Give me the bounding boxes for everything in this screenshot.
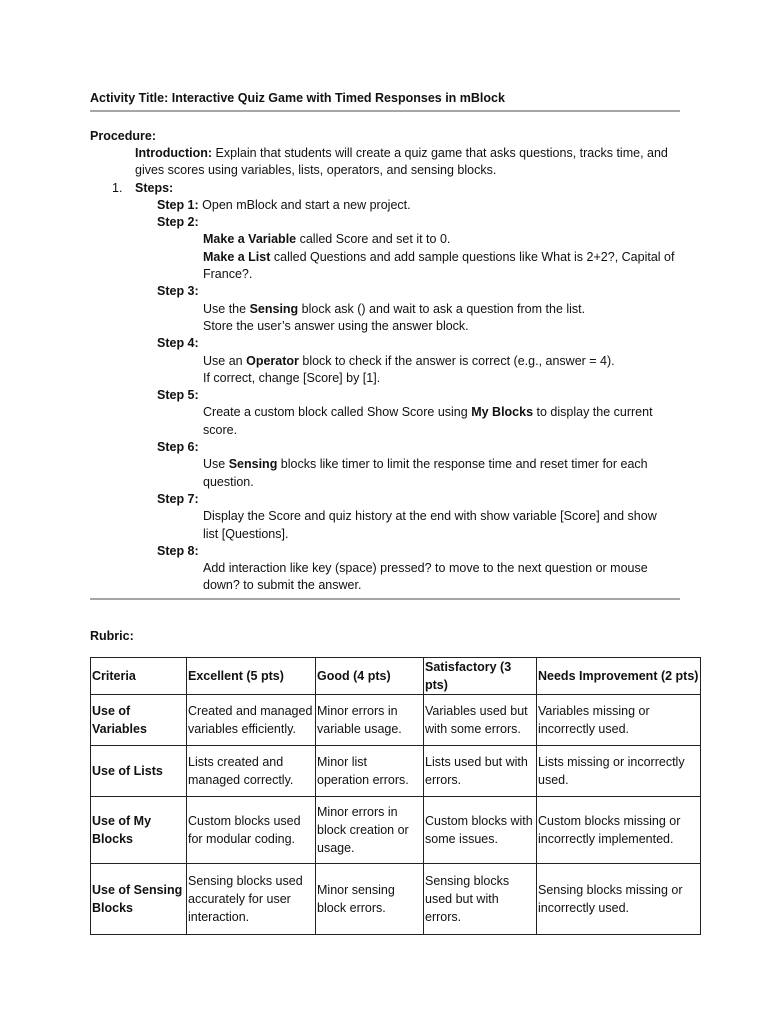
- step-4-line-1: [90, 353, 680, 370]
- step-6-post: blocks like timer to limit the response time and reset timer for each: [277, 457, 648, 472]
- introduction-line-1: [90, 145, 680, 162]
- introduction-text-1: Explain that students will create a quiz game that asks questions, tracks time, and: [212, 146, 668, 160]
- cell-excellent: Sensing blocks used accurately for user interaction.: [187, 863, 316, 934]
- cell-criteria: Use of Variables: [91, 694, 187, 745]
- step-3-line-2: Store the user’s answer using the answer block.: [203, 318, 469, 333]
- cell-satisfactory: Sensing blocks used but with errors.: [424, 863, 537, 934]
- steps-heading: [90, 180, 680, 197]
- step-6-pre: Use: [203, 457, 229, 472]
- table-row: [91, 796, 701, 863]
- procedure-divider: [90, 596, 680, 600]
- cell-satisfactory: Lists used but with errors.: [424, 745, 537, 796]
- cell-criteria: Use of Lists: [91, 745, 187, 796]
- cell-needs-improvement: Sensing blocks missing or incorrectly used.: [537, 863, 701, 934]
- step-1-line: [90, 197, 680, 214]
- step-2-line-1: [90, 231, 680, 248]
- rubric-heading: Rubric:: [90, 628, 134, 643]
- cell-excellent: Created and managed variables efficiently.: [187, 694, 316, 745]
- cell-criteria: Use of My Blocks: [91, 796, 187, 863]
- step-3-pre: Use the: [203, 301, 250, 316]
- table-row: [91, 745, 701, 796]
- cell-needs-improvement: Variables missing or incorrectly used.: [537, 694, 701, 745]
- header-excellent: Excellent (5 pts): [187, 657, 316, 694]
- step-3-line-1: [90, 301, 680, 318]
- table-row: [91, 694, 701, 745]
- activity-title: Activity Title: Interactive Quiz Game with Timed Responses in mBlock: [90, 90, 680, 112]
- step-5-line-1: [90, 404, 680, 421]
- steps-number: 1.: [112, 180, 123, 195]
- step-6-bold: Sensing: [228, 457, 278, 472]
- document-page: [90, 90, 699, 935]
- step-4-line-2: If correct, change [Score] by [1].: [203, 370, 381, 385]
- cell-good: Minor errors in block creation or usage.: [316, 796, 424, 863]
- step-4-bold: Operator: [246, 353, 299, 368]
- cell-satisfactory: Variables used but with some errors.: [424, 694, 537, 745]
- step-8-line-2: down? to submit the answer.: [203, 578, 362, 593]
- step-3-bold: Sensing: [249, 301, 299, 316]
- step-4-label: Step 4:: [157, 336, 199, 351]
- steps-label: Steps:: [135, 180, 174, 195]
- step-4-post: block to check if the answer is correct (e.g., answer = 4).: [298, 353, 615, 368]
- cell-satisfactory: Custom blocks with some issues.: [424, 796, 537, 863]
- introduction-label: Introduction:: [135, 146, 213, 160]
- procedure-heading: Procedure:: [90, 129, 156, 143]
- step-2-bold-2: Make a List: [203, 249, 271, 264]
- step-5-post: to display the current: [533, 405, 653, 420]
- cell-good: Minor list operation errors.: [316, 745, 424, 796]
- header-criteria: Criteria: [91, 657, 187, 694]
- step-7-line-2: list [Questions].: [203, 526, 289, 541]
- step-2-line-2: [90, 249, 680, 266]
- header-needs-improvement: Needs Improvement (2 pts): [537, 657, 701, 694]
- step-7-line-1: Display the Score and quiz history at the end with show variable [Score] and show: [203, 509, 657, 524]
- cell-criteria: Use of Sensing Blocks: [91, 863, 187, 934]
- step-6-line-2: question.: [203, 474, 254, 489]
- rubric-table: [90, 657, 701, 935]
- step-3-post: block ask () and wait to ask a question from the list.: [298, 301, 586, 316]
- step-1-label: Step 1:: [157, 197, 199, 212]
- introduction-line-2: gives scores using variables, lists, operators, and sensing blocks.: [135, 163, 497, 178]
- cell-needs-improvement: Lists missing or incorrectly used.: [537, 745, 701, 796]
- header-good: Good (4 pts): [316, 657, 424, 694]
- step-2-bold-1: Make a Variable: [203, 232, 297, 247]
- step-8-label: Step 8:: [157, 543, 199, 558]
- step-6-label: Step 6:: [157, 440, 199, 455]
- step-5-label: Step 5:: [157, 388, 199, 403]
- step-7-label: Step 7:: [157, 491, 199, 506]
- cell-excellent: Lists created and managed correctly.: [187, 745, 316, 796]
- step-5-pre: Create a custom block called Show Score using: [203, 405, 472, 420]
- step-8-line-1: Add interaction like key (space) pressed? to move to the next question or mouse: [203, 561, 648, 576]
- step-2-text-2: called Questions and add sample questions like What is 2+2?, Capital of: [270, 249, 675, 264]
- step-5-bold: My Blocks: [471, 405, 534, 420]
- rubric-header-row: [91, 657, 701, 694]
- cell-good: Minor errors in variable usage.: [316, 694, 424, 745]
- step-2-text-1: called Score and set it to 0.: [296, 232, 451, 247]
- step-4-pre: Use an: [203, 353, 247, 368]
- step-2-label: Step 2:: [157, 215, 199, 230]
- cell-good: Minor sensing block errors.: [316, 863, 424, 934]
- step-3-label: Step 3:: [157, 284, 199, 299]
- cell-excellent: Custom blocks used for modular coding.: [187, 796, 316, 863]
- step-6-line-1: [90, 456, 680, 473]
- table-row: [91, 863, 701, 934]
- step-5-line-2: score.: [203, 422, 238, 437]
- cell-needs-improvement: Custom blocks missing or incorrectly implemented.: [537, 796, 701, 863]
- step-2-line-3: France?.: [203, 267, 253, 282]
- header-satisfactory: Satisfactory (3 pts): [424, 657, 537, 694]
- step-1-text: Open mBlock and start a new project.: [198, 197, 411, 212]
